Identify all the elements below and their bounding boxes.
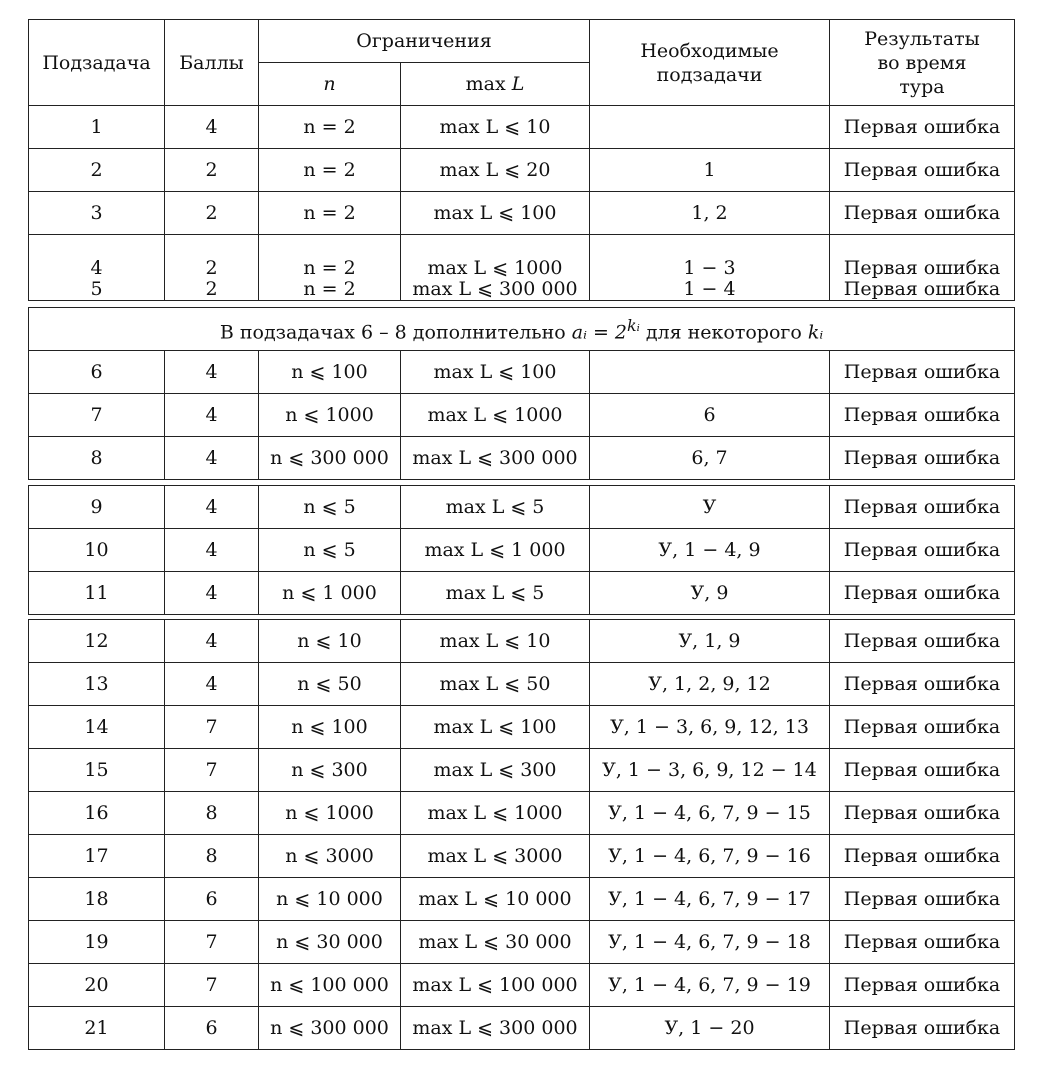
result-cell: Первая ошибка: [830, 572, 1015, 615]
points-cell: 7: [165, 964, 259, 1007]
table-row: [29, 878, 1015, 921]
required-subtasks-cell: 6, 7: [590, 437, 830, 480]
required-subtasks-cell: 6: [590, 394, 830, 437]
result-cell: Первая ошибка: [830, 106, 1015, 149]
subtask-number: 13: [29, 663, 165, 706]
result-cell: Первая ошибка: [830, 394, 1015, 437]
header-subtask: Подзадача: [29, 20, 165, 106]
note-exponent: kᵢ: [627, 315, 640, 335]
max-l-constraint-cell: max L ⩽ 300 000: [401, 437, 590, 480]
required-subtasks-cell: У, 1 − 20: [590, 1007, 830, 1050]
n-constraint-cell: n ⩽ 100: [259, 351, 401, 394]
table-row: [29, 964, 1015, 1007]
points-cell: 4: [165, 529, 259, 572]
subtask-number: 17: [29, 835, 165, 878]
max-l-constraint-cell: max L ⩽ 10: [401, 620, 590, 663]
max-l-constraint-cell: max L ⩽ 1000 max L ⩽ 300 000: [401, 235, 590, 301]
result-cell: Первая ошибка: [830, 192, 1015, 235]
n-constraint-cell: n = 2: [259, 106, 401, 149]
required-subtasks-cell: У, 1 − 4, 6, 7, 9 − 15: [590, 792, 830, 835]
result-cell: Первая ошибка: [830, 620, 1015, 663]
max-l-constraint-cell: max L ⩽ 100 000: [401, 964, 590, 1007]
required-subtasks-cell: У, 1 − 3, 6, 9, 12 − 14: [590, 749, 830, 792]
header-results: Результаты во время тура: [830, 20, 1015, 106]
subtask-number: 11: [29, 572, 165, 615]
n-constraint-cell: n = 2: [259, 192, 401, 235]
header-n: n: [259, 63, 401, 106]
header-required-subtasks: Необходимые подзадачи: [590, 20, 830, 106]
required-subtasks-cell: У, 1 − 4, 6, 7, 9 − 16: [590, 835, 830, 878]
subtask-number: 12: [29, 620, 165, 663]
n-constraint-cell: n ⩽ 50: [259, 663, 401, 706]
required-subtasks-cell: У, 1 − 4, 6, 7, 9 − 18: [590, 921, 830, 964]
header-max-l: max L: [401, 63, 590, 106]
required-subtasks-cell: У: [590, 486, 830, 529]
result-cell: Первая ошибка: [830, 749, 1015, 792]
max-l-constraint-cell: max L ⩽ 1 000: [401, 529, 590, 572]
max-l-constraint-cell: max L ⩽ 300 000: [401, 1007, 590, 1050]
subtasks-table-block-4: [28, 619, 1015, 1050]
subtask-number: 16: [29, 792, 165, 835]
points-cell: 4: [165, 620, 259, 663]
max-l-constraint-cell: max L ⩽ 100: [401, 706, 590, 749]
points-cell: 6: [165, 878, 259, 921]
n-constraint-cell: n = 2 n = 2: [259, 235, 401, 301]
subtask-number: 3: [29, 192, 165, 235]
points-cell: 8: [165, 835, 259, 878]
required-subtasks-cell: [590, 351, 830, 394]
n-constraint-cell: n = 2: [259, 149, 401, 192]
subtask-number: 6: [29, 351, 165, 394]
subtask-number: 2: [29, 149, 165, 192]
points-cell: 8: [165, 792, 259, 835]
subtask-number: 10: [29, 529, 165, 572]
table-row: [29, 192, 1015, 235]
required-subtasks-cell: У, 9: [590, 572, 830, 615]
subtask-number: 4 5: [29, 235, 165, 301]
table-row: [29, 620, 1015, 663]
n-constraint-cell: n ⩽ 1000: [259, 394, 401, 437]
table-row: [29, 792, 1015, 835]
points-cell: 2: [165, 149, 259, 192]
subtask-number: 19: [29, 921, 165, 964]
max-l-constraint-cell: max L ⩽ 100: [401, 351, 590, 394]
points-cell: 4: [165, 106, 259, 149]
n-constraint-cell: n ⩽ 100 000: [259, 964, 401, 1007]
points-cell: 2 2: [165, 235, 259, 301]
result-cell: Первая ошибка: [830, 706, 1015, 749]
power-of-two-note: В подзадачах 6 – 8 дополнительно aᵢ = $2^{kᵢ}$ для некоторого kᵢ: [29, 308, 1015, 351]
points-cell: 6: [165, 1007, 259, 1050]
result-cell: Первая ошибка: [830, 835, 1015, 878]
subtasks-table-block-3: [28, 485, 1015, 615]
subtask-number: 21: [29, 1007, 165, 1050]
max-l-constraint-cell: max L ⩽ 10: [401, 106, 590, 149]
result-cell: Первая ошибка: [830, 663, 1015, 706]
points-cell: 4: [165, 351, 259, 394]
table-row: [29, 835, 1015, 878]
n-constraint-cell: n ⩽ 3000: [259, 835, 401, 878]
table-row: [29, 106, 1015, 149]
table-row: [29, 437, 1015, 480]
n-constraint-cell: n ⩽ 300: [259, 749, 401, 792]
table-row: [29, 351, 1015, 394]
result-cell: Первая ошибка: [830, 529, 1015, 572]
points-cell: 4: [165, 663, 259, 706]
points-cell: 7: [165, 921, 259, 964]
n-constraint-cell: n ⩽ 1 000: [259, 572, 401, 615]
subtask-number: 7: [29, 394, 165, 437]
points-cell: 2: [165, 192, 259, 235]
max-l-constraint-cell: max L ⩽ 300: [401, 749, 590, 792]
n-constraint-cell: n ⩽ 5: [259, 529, 401, 572]
max-l-constraint-cell: max L ⩽ 50: [401, 663, 590, 706]
required-subtasks-cell: У, 1, 2, 9, 12: [590, 663, 830, 706]
table-row-compressed: [29, 235, 1015, 301]
required-subtasks-cell: 1: [590, 149, 830, 192]
points-cell: 4: [165, 437, 259, 480]
points-cell: 7: [165, 749, 259, 792]
header-constraints: Ограничения: [259, 20, 590, 63]
required-subtasks-cell: У, 1 − 4, 9: [590, 529, 830, 572]
result-cell: Первая ошибка: [830, 351, 1015, 394]
n-constraint-cell: n ⩽ 30 000: [259, 921, 401, 964]
note-formula: aᵢ = 2: [571, 321, 628, 344]
result-cell: Первая ошибка: [830, 437, 1015, 480]
max-l-constraint-cell: max L ⩽ 1000: [401, 792, 590, 835]
subtask-number: 20: [29, 964, 165, 1007]
table-row: [29, 921, 1015, 964]
subtask-number: 9: [29, 486, 165, 529]
result-cell: Первая ошибка: [830, 792, 1015, 835]
max-l-constraint-cell: max L ⩽ 1000: [401, 394, 590, 437]
n-constraint-cell: n ⩽ 10 000: [259, 878, 401, 921]
required-subtasks-cell: 1 − 3 1 − 4: [590, 235, 830, 301]
result-cell: Первая ошибка: [830, 964, 1015, 1007]
table-row: [29, 572, 1015, 615]
result-cell: Первая ошибка: [830, 149, 1015, 192]
table-row: [29, 706, 1015, 749]
header-points: Баллы: [165, 20, 259, 106]
result-cell: Первая ошибка: [830, 921, 1015, 964]
result-cell: Первая ошибка: [830, 486, 1015, 529]
required-subtasks-cell: У, 1, 9: [590, 620, 830, 663]
subtask-number: 1: [29, 106, 165, 149]
table-row: [29, 663, 1015, 706]
n-constraint-cell: n ⩽ 300 000: [259, 437, 401, 480]
points-cell: 4: [165, 394, 259, 437]
max-l-constraint-cell: max L ⩽ 3000: [401, 835, 590, 878]
table-row: [29, 486, 1015, 529]
subtask-number: 8: [29, 437, 165, 480]
n-constraint-cell: n ⩽ 100: [259, 706, 401, 749]
result-cell: Первая ошибка: [830, 1007, 1015, 1050]
result-cell: Первая ошибка Первая ошибка: [830, 235, 1015, 301]
points-cell: 4: [165, 572, 259, 615]
subtask-number: 15: [29, 749, 165, 792]
n-constraint-cell: n ⩽ 10: [259, 620, 401, 663]
n-constraint-cell: n ⩽ 5: [259, 486, 401, 529]
result-cell: Первая ошибка: [830, 878, 1015, 921]
n-constraint-cell: n ⩽ 1000: [259, 792, 401, 835]
max-l-constraint-cell: max L ⩽ 20: [401, 149, 590, 192]
required-subtasks-cell: У, 1 − 3, 6, 9, 12, 13: [590, 706, 830, 749]
max-l-constraint-cell: max L ⩽ 5: [401, 486, 590, 529]
max-l-constraint-cell: max L ⩽ 10 000: [401, 878, 590, 921]
points-cell: 7: [165, 706, 259, 749]
subtask-number: 14: [29, 706, 165, 749]
table-row: [29, 1007, 1015, 1050]
max-l-constraint-cell: max L ⩽ 30 000: [401, 921, 590, 964]
max-l-constraint-cell: max L ⩽ 100: [401, 192, 590, 235]
table-row: [29, 529, 1015, 572]
table-row: [29, 394, 1015, 437]
points-cell: 4: [165, 486, 259, 529]
table-row: [29, 749, 1015, 792]
subtasks-table-power-of-two: [28, 307, 1015, 480]
required-subtasks-cell: У, 1 − 4, 6, 7, 9 − 17: [590, 878, 830, 921]
subtasks-table-main: [28, 19, 1015, 301]
required-subtasks-cell: [590, 106, 830, 149]
max-l-constraint-cell: max L ⩽ 5: [401, 572, 590, 615]
table-row: [29, 149, 1015, 192]
required-subtasks-cell: У, 1 − 4, 6, 7, 9 − 19: [590, 964, 830, 1007]
required-subtasks-cell: 1, 2: [590, 192, 830, 235]
subtask-number: 18: [29, 878, 165, 921]
n-constraint-cell: n ⩽ 300 000: [259, 1007, 401, 1050]
